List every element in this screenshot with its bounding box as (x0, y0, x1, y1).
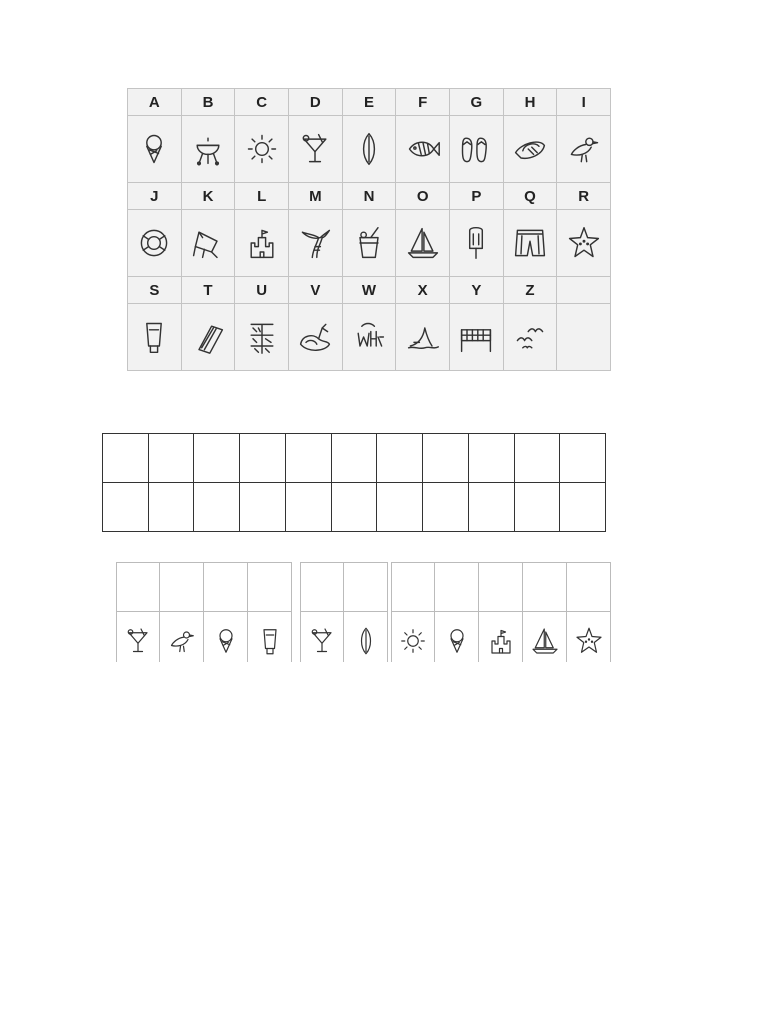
grill-icon (182, 116, 236, 183)
letter-slot[interactable] (301, 562, 343, 612)
sailboat-icon (523, 612, 566, 662)
key-letter: E (343, 89, 397, 116)
ice-cream-icon (435, 612, 478, 662)
key-letter: S (128, 277, 182, 304)
sandcastle-icon (235, 210, 289, 277)
empty-key-cell (557, 304, 611, 371)
answer-box[interactable] (469, 434, 515, 483)
key-letter: B (182, 89, 236, 116)
seagull-icon (557, 116, 611, 183)
answer-box[interactable] (377, 434, 423, 483)
key-letter: O (396, 183, 450, 210)
key-letter: H (504, 89, 558, 116)
sun-icon (235, 116, 289, 183)
key-letter: T (182, 277, 236, 304)
puzzle-word-2 (300, 562, 388, 662)
ice-cream-icon (128, 116, 182, 183)
letter-slot[interactable] (479, 562, 522, 612)
key-letter: A (128, 89, 182, 116)
key-letter: N (343, 183, 397, 210)
surfboard-icon (343, 116, 397, 183)
puzzle-word-3 (391, 562, 611, 662)
key-letter: U (235, 277, 289, 304)
key-letter: F (396, 89, 450, 116)
answer-box[interactable] (515, 434, 561, 483)
answer-box[interactable] (423, 483, 469, 532)
key-letter: C (235, 89, 289, 116)
sunscreen-icon (248, 612, 291, 662)
key-letter: M (289, 183, 343, 210)
key-letter: G (450, 89, 504, 116)
key-letter: K (182, 183, 236, 210)
answer-box[interactable] (560, 434, 606, 483)
letter-slot[interactable] (160, 562, 203, 612)
key-letter: Q (504, 183, 558, 210)
sun-hat-icon (504, 116, 558, 183)
answer-box[interactable] (423, 434, 469, 483)
drink-cup-icon (343, 210, 397, 277)
answer-box[interactable] (149, 434, 195, 483)
key-letter: Y (450, 277, 504, 304)
answer-box[interactable] (286, 483, 332, 532)
answer-box[interactable] (149, 483, 195, 532)
cocktail-icon (301, 612, 343, 662)
shark-fin-icon (396, 304, 450, 371)
key-letter-empty (557, 277, 611, 304)
cocktail-icon (117, 612, 159, 662)
answer-box[interactable] (103, 483, 149, 532)
sailboat-icon (396, 210, 450, 277)
key-letter: X (396, 277, 450, 304)
sunscreen-icon (128, 304, 182, 371)
puzzle-word-1 (116, 562, 292, 662)
key-letter: P (450, 183, 504, 210)
surfboard-icon (344, 612, 387, 662)
answer-box[interactable] (332, 434, 378, 483)
answer-box[interactable] (194, 483, 240, 532)
starfish-icon (567, 612, 610, 662)
volleyball-net-icon (450, 304, 504, 371)
key-letter: I (557, 89, 611, 116)
letter-slot[interactable] (204, 562, 247, 612)
fish-icon (396, 116, 450, 183)
popsicle-icon (450, 210, 504, 277)
letter-slot[interactable] (117, 562, 159, 612)
key-letter: J (128, 183, 182, 210)
cocktail-icon (289, 116, 343, 183)
answer-box[interactable] (194, 434, 240, 483)
key-letter: L (235, 183, 289, 210)
key-letter: V (289, 277, 343, 304)
answer-box[interactable] (103, 434, 149, 483)
letter-slot[interactable] (523, 562, 566, 612)
answer-box[interactable] (469, 483, 515, 532)
key-letter: W (343, 277, 397, 304)
seagull-icon (160, 612, 203, 662)
starfish-icon (557, 210, 611, 277)
sandcastle-icon (479, 612, 522, 662)
letter-slot[interactable] (392, 562, 434, 612)
flip-flops-icon (450, 116, 504, 183)
key-letter: R (557, 183, 611, 210)
sunny-mind-sign-icon (235, 304, 289, 371)
key-letter: D (289, 89, 343, 116)
answer-box[interactable] (240, 434, 286, 483)
key-letter: Z (504, 277, 558, 304)
sun-icon (392, 612, 434, 662)
ice-cream-icon (204, 612, 247, 662)
letter-slot[interactable] (435, 562, 478, 612)
answer-box[interactable] (332, 483, 378, 532)
answer-box[interactable] (515, 483, 561, 532)
life-ring-icon (128, 210, 182, 277)
unicorn-float-icon (289, 304, 343, 371)
answer-grid (102, 433, 606, 532)
whale-sign-icon (343, 304, 397, 371)
birds-icon (504, 304, 558, 371)
mermaid-tail-icon (289, 210, 343, 277)
answer-box[interactable] (240, 483, 286, 532)
beach-towel-icon (182, 304, 236, 371)
swim-shorts-icon (504, 210, 558, 277)
letter-slot[interactable] (248, 562, 291, 612)
cipher-key-grid (127, 88, 611, 371)
letter-slot[interactable] (344, 562, 387, 612)
beach-chair-icon (182, 210, 236, 277)
answer-box[interactable] (286, 434, 332, 483)
answer-box[interactable] (377, 483, 423, 532)
letter-slot[interactable] (567, 562, 610, 612)
answer-box[interactable] (560, 483, 606, 532)
